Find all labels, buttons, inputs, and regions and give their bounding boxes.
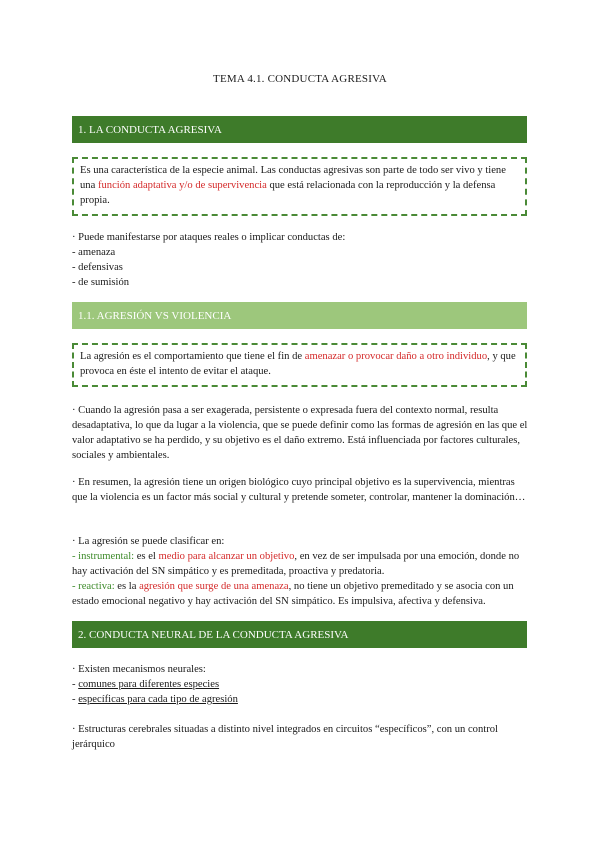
reactive-highlight: agresión que surge de una amenaza bbox=[139, 581, 289, 592]
list-item: - amenaza bbox=[72, 247, 116, 258]
definition-highlight: función adaptativa y/o de supervivencia bbox=[97, 180, 267, 191]
instrumental-text: es el bbox=[134, 551, 159, 562]
neural-intro: · Existen mecanismos neurales: bbox=[72, 664, 206, 675]
agresion-highlight: amenazar o provocar daño a otro individuo bbox=[304, 351, 488, 362]
instrumental-text-end: , en vez de ser impulsada por una emoción, donde no hay activación del SN simpático y es premeditada, proactiva y predatoria. bbox=[72, 551, 520, 577]
agresion-box bbox=[72, 343, 527, 387]
reactive-text: es la bbox=[114, 581, 140, 592]
manifest-list bbox=[72, 230, 530, 290]
section-2-heading: 2. CONDUCTA NEURAL DE LA CONDUCTA AGRESIVA bbox=[72, 621, 527, 648]
list-dash: - bbox=[72, 694, 79, 705]
page-title: TEMA 4.1. CONDUCTA AGRESIVA bbox=[213, 73, 387, 85]
neural-list bbox=[72, 662, 530, 707]
agresion-text-end: , y que provoca en éste el intento de evitar el ataque. bbox=[80, 351, 516, 377]
definition-text: Es una característica de la especie animal. Las conductas agresivas son parte de todo ser vivo y tiene una bbox=[80, 165, 506, 191]
section-1-1-heading: 1.1. AGRESIÓN VS VIOLENCIA bbox=[72, 302, 527, 329]
agresion-text: La agresión es el comportamiento que tiene el fin de bbox=[80, 351, 305, 362]
instrumental-label: - instrumental: bbox=[72, 551, 135, 562]
list-item-text: específicas para cada tipo de agresión bbox=[78, 694, 238, 705]
list-dash: - bbox=[72, 679, 79, 690]
list-item bbox=[72, 677, 530, 692]
classification-block bbox=[72, 534, 530, 609]
reactive-item bbox=[72, 579, 530, 609]
reactive-text-end: , no tiene un objetivo premeditado y se asocia con un estado emocional negativo y hay activación del SN simpático. Es impulsiva, afectiva y defensiva. bbox=[72, 581, 514, 607]
manifest-intro: · Puede manifestarse por ataques reales o implicar conductas de: bbox=[72, 232, 346, 243]
list-item bbox=[72, 692, 530, 707]
instrumental-highlight: medio para alcanzar un objetivo bbox=[158, 551, 295, 562]
list-item: - de sumisión bbox=[72, 277, 130, 288]
reactive-label: - reactiva: bbox=[72, 581, 115, 592]
classification-intro: · La agresión se puede clasificar en: bbox=[72, 536, 225, 547]
definition-text-end: que está relacionada con la reproducción y la defensa propia. bbox=[80, 180, 496, 206]
list-item: - defensivas bbox=[72, 262, 123, 273]
list-item-text: comunes para diferentes especies bbox=[78, 679, 220, 690]
instrumental-item bbox=[72, 549, 530, 579]
section-1-heading: 1. LA CONDUCTA AGRESIVA bbox=[72, 116, 527, 143]
violence-paragraph: · Cuando la agresión pasa a ser exagerada, persistente o expresada fuera del contexto normal, resulta desadaptativa, lo que da lugar a la violencia, que se puede definir como las formas de agresión en las que el valor adaptativo se ha perdido, y su objetivo es el daño extremo. Está influenciada por factores culturales, sociales y ambientales. bbox=[72, 405, 528, 461]
summary-paragraph: · En resumen, la agresión tiene un origen biológico cuyo principal objetivo es la supervivencia, mientras que la violencia es un factor más social y cultural y pretende someter, controlar, mantener la dominación… bbox=[72, 477, 526, 503]
structures-paragraph: · Estructuras cerebrales situadas a distinto nivel integrados en circuitos “específicos”, con un control jerárquico bbox=[72, 724, 498, 750]
definition-box bbox=[72, 157, 527, 216]
